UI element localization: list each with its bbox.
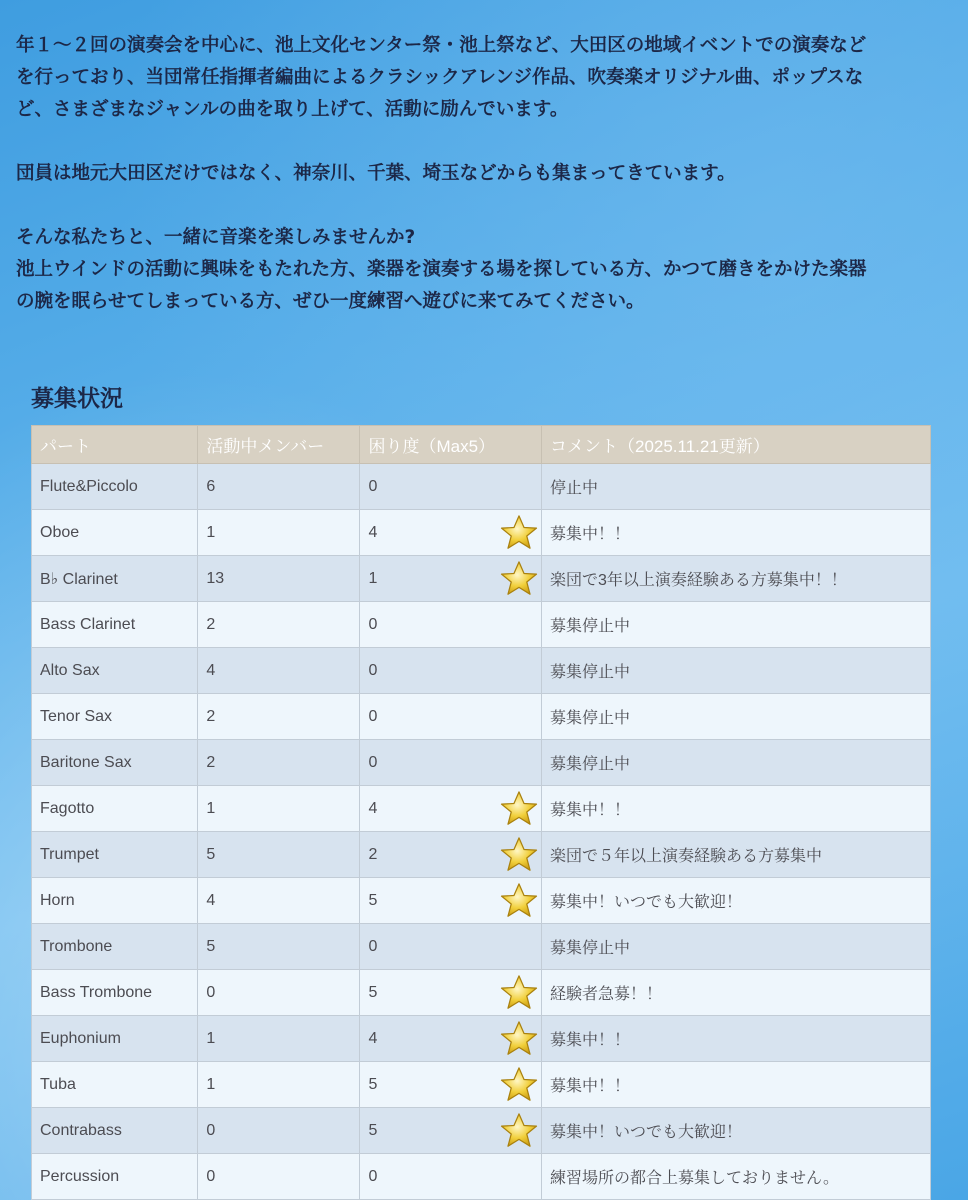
star-icon [500, 1066, 538, 1104]
cell-comment-text: 経験者急募！！ [549, 986, 662, 1003]
cell-comment [541, 556, 930, 602]
cell-trouble [360, 648, 542, 694]
table-header-row [32, 426, 931, 464]
intro-line: を行っており、当団常任指揮者編曲によるクラシックアレンジ作品、吹奏楽オリジナル曲、ポップスな [16, 67, 864, 88]
cell-trouble-text: 1 [368, 569, 378, 587]
cell-members [198, 648, 360, 694]
star-icon [500, 790, 538, 828]
cell-trouble-text: 4 [368, 1029, 378, 1047]
cell-trouble-text: 5 [368, 983, 378, 1001]
cell-members-text: 1 [206, 1029, 216, 1047]
cell-comment [541, 694, 930, 740]
cell-trouble [360, 510, 542, 556]
recruit-section-title: 募集状況 [31, 386, 123, 412]
cell-part [32, 1016, 198, 1062]
cell-part-text: Oboe [40, 523, 80, 541]
cell-part-text: Flute&Piccolo [40, 477, 138, 495]
cell-members [198, 1154, 360, 1200]
cell-trouble-text: 0 [368, 707, 378, 725]
cell-members [198, 464, 360, 510]
cell-part-text: Percussion [40, 1167, 120, 1185]
cell-comment [541, 786, 930, 832]
cell-members-text: 0 [206, 983, 216, 1001]
cell-comment-text: 募集停止中 [549, 940, 630, 957]
cell-members-text: 1 [206, 523, 216, 541]
cell-trouble-text: 2 [368, 845, 378, 863]
cell-part-text: Tuba [40, 1075, 76, 1093]
star-icon [500, 1020, 538, 1058]
cell-part [32, 878, 198, 924]
cell-comment [541, 1016, 930, 1062]
intro-paragraph-3 [16, 222, 952, 318]
cell-comment [541, 464, 930, 510]
cell-trouble [360, 740, 542, 786]
cell-members [198, 832, 360, 878]
cell-members-text: 4 [206, 661, 216, 679]
cell-part-text: Baritone Sax [40, 753, 132, 771]
cell-comment [541, 1062, 930, 1108]
intro-line: 年１～２回の演奏会を中心に、池上文化センター祭・池上祭など、大田区の地域イベントでの演奏など [16, 35, 867, 56]
cell-part-text: Trombone [40, 937, 113, 955]
cell-comment [541, 970, 930, 1016]
table-row [32, 648, 931, 694]
intro-paragraph-2: 団員は地元大田区だけではなく、神奈川、千葉、埼玉などからも集まってきています。 [16, 163, 736, 184]
cell-trouble-text: 0 [368, 661, 378, 679]
intro-text [16, 30, 952, 318]
table-row [32, 832, 931, 878]
cell-part [32, 694, 198, 740]
cell-trouble [360, 786, 542, 832]
cell-comment [541, 648, 930, 694]
cell-members [198, 510, 360, 556]
cell-members [198, 1016, 360, 1062]
cell-comment-text: 募集中！！ [549, 526, 630, 543]
cell-comment-text: 募集中！いつでも大歓迎！ [549, 894, 742, 911]
cell-comment-text: 募集停止中 [549, 664, 630, 681]
table-row [32, 510, 931, 556]
cell-members [198, 924, 360, 970]
star-icon [500, 882, 538, 920]
cell-part-text: Fagotto [40, 799, 95, 817]
cell-members-text: 0 [206, 1121, 216, 1139]
intro-line: の腕を眠らせてしまっている方、ぜひ一度練習へ遊びに来てみてください。 [16, 291, 645, 312]
cell-trouble [360, 924, 542, 970]
cell-trouble-text: 5 [368, 891, 378, 909]
cell-members [198, 878, 360, 924]
cell-members [198, 602, 360, 648]
intro-line: 池上ウインドの活動に興味をもたれた方、楽器を演奏する場を探している方、かつて磨きをかけた楽器 [16, 259, 867, 280]
cell-part [32, 832, 198, 878]
cell-comment [541, 740, 930, 786]
cell-comment-text: 募集停止中 [549, 756, 630, 773]
table-row [32, 924, 931, 970]
table-row [32, 694, 931, 740]
cell-members-text: 1 [206, 1075, 216, 1093]
cell-members [198, 556, 360, 602]
cell-part [32, 786, 198, 832]
cell-part-text: B♭ Clarinet [40, 570, 118, 588]
cell-comment-text: 楽団で５年以上演奏経験ある方募集中 [549, 848, 822, 865]
cell-trouble-text: 4 [368, 523, 378, 541]
cell-part-text: Euphonium [40, 1029, 121, 1047]
cell-trouble-text: 0 [368, 1167, 378, 1185]
cell-members [198, 1108, 360, 1154]
cell-comment-text: 停止中 [549, 480, 598, 497]
cell-part [32, 556, 198, 602]
intro-line: そんな私たちと、一緒に音楽を楽しみませんか? [16, 227, 416, 248]
cell-trouble-text: 0 [368, 753, 378, 771]
cell-members-text: 6 [206, 477, 216, 495]
table-row [32, 786, 931, 832]
cell-trouble-text: 5 [368, 1121, 378, 1139]
table-row [32, 1108, 931, 1154]
cell-comment-text: 練習場所の都合上募集しておりません。 [549, 1170, 839, 1187]
cell-members-text: 2 [206, 615, 216, 633]
cell-trouble [360, 878, 542, 924]
cell-part [32, 970, 198, 1016]
table-row [32, 970, 931, 1016]
cell-comment-text: 募集停止中 [549, 618, 630, 635]
cell-part [32, 648, 198, 694]
cell-part-text: Bass Clarinet [40, 615, 136, 633]
cell-members [198, 970, 360, 1016]
cell-part [32, 740, 198, 786]
cell-trouble [360, 464, 542, 510]
table-row [32, 1016, 931, 1062]
cell-part [32, 1108, 198, 1154]
cell-members [198, 694, 360, 740]
cell-members-text: 4 [206, 891, 216, 909]
cell-trouble-text: 0 [368, 477, 378, 495]
cell-trouble-text: 0 [368, 615, 378, 633]
header-members: 活動中メンバー [198, 426, 360, 464]
table-row [32, 1062, 931, 1108]
cell-part [32, 1062, 198, 1108]
cell-trouble [360, 1062, 542, 1108]
cell-comment [541, 832, 930, 878]
header-part: パート [32, 426, 198, 464]
cell-members-text: 13 [206, 569, 225, 587]
cell-trouble [360, 832, 542, 878]
cell-trouble [360, 556, 542, 602]
table-row [32, 464, 931, 510]
cell-members-text: 1 [206, 799, 216, 817]
cell-members-text: 2 [206, 707, 216, 725]
cell-members [198, 786, 360, 832]
cell-comment [541, 602, 930, 648]
cell-part-text: Horn [40, 891, 75, 909]
cell-part-text: Bass Trombone [40, 983, 153, 1001]
cell-trouble [360, 694, 542, 740]
cell-comment-text: 募集中！！ [549, 1078, 630, 1095]
cell-members-text: 0 [206, 1167, 216, 1185]
cell-members [198, 1062, 360, 1108]
cell-trouble [360, 1154, 542, 1200]
cell-comment [541, 510, 930, 556]
cell-comment-text: 楽団で3年以上演奏経験ある方募集中！！ [549, 572, 847, 589]
cell-comment-text: 募集中！！ [549, 1032, 630, 1049]
cell-part [32, 602, 198, 648]
cell-part-text: Trumpet [40, 845, 99, 863]
cell-comment [541, 924, 930, 970]
cell-trouble [360, 602, 542, 648]
header-comment: コメント（2025.11.21更新） [541, 426, 930, 464]
star-icon [500, 974, 538, 1012]
star-icon [500, 514, 538, 552]
cell-part-text: Tenor Sax [40, 707, 113, 725]
star-icon [500, 560, 538, 598]
cell-comment [541, 878, 930, 924]
table-row [32, 878, 931, 924]
cell-trouble [360, 1016, 542, 1062]
star-icon [500, 1112, 538, 1150]
cell-members-text: 2 [206, 753, 216, 771]
cell-part-text: Contrabass [40, 1121, 122, 1139]
cell-trouble-text: 4 [368, 799, 378, 817]
table-row [32, 1154, 931, 1200]
cell-part [32, 1154, 198, 1200]
cell-part [32, 464, 198, 510]
intro-line: ど、さまざまなジャンルの曲を取り上げて、活動に励んでいます。 [16, 99, 569, 120]
star-icon [500, 836, 538, 874]
cell-part-text: Alto Sax [40, 661, 100, 679]
cell-members [198, 740, 360, 786]
recruit-table-body [32, 464, 931, 1200]
intro-paragraph-1 [16, 30, 952, 126]
header-trouble: 困り度（Max5） [360, 426, 542, 464]
cell-trouble-text: 5 [368, 1075, 378, 1093]
cell-trouble-text: 0 [368, 937, 378, 955]
cell-comment [541, 1108, 930, 1154]
cell-part [32, 510, 198, 556]
table-row [32, 740, 931, 786]
cell-comment [541, 1154, 930, 1200]
cell-trouble [360, 970, 542, 1016]
cell-comment-text: 募集中！いつでも大歓迎！ [549, 1124, 742, 1141]
recruit-table [31, 425, 931, 1200]
cell-comment-text: 募集停止中 [549, 710, 630, 727]
cell-comment-text: 募集中！！ [549, 802, 630, 819]
cell-members-text: 5 [206, 845, 216, 863]
table-row [32, 602, 931, 648]
cell-members-text: 5 [206, 937, 216, 955]
cell-trouble [360, 1108, 542, 1154]
cell-part [32, 924, 198, 970]
table-row [32, 556, 931, 602]
